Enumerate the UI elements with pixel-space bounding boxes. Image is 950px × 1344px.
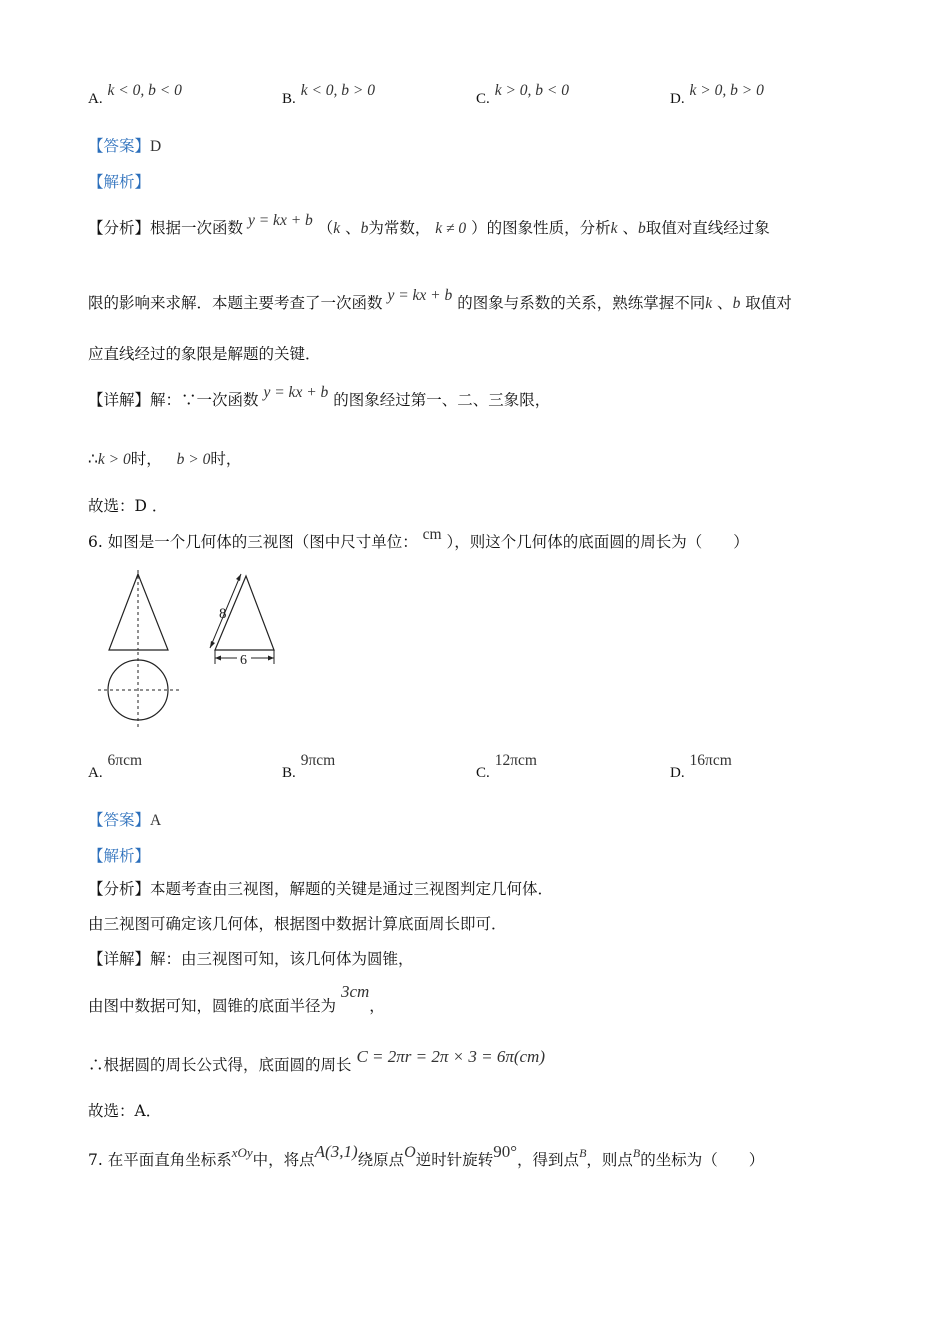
option-letter: A. (88, 765, 103, 781)
text: 、 (717, 294, 733, 312)
arrow-head (215, 656, 221, 661)
option-letter: B. (282, 765, 296, 781)
k-positive: k > 0 (97, 451, 131, 468)
text: 取值对直线经过象 (645, 219, 770, 237)
text: 本题考查由三视图，解题的关键是通过三视图判定几何体． (150, 880, 554, 898)
var-k: k (333, 220, 341, 237)
therefore-symbol: ∴ (88, 450, 98, 468)
text: 时， (130, 450, 162, 468)
text: 7. 在平面直角坐标系 (88, 1151, 232, 1169)
radius-value: 3cm (340, 982, 370, 1001)
k-not-zero: k ≠ 0 (435, 220, 467, 237)
text: 根据一次函数 (150, 219, 244, 237)
text: 限的影响来求解．本题主要考查了一次函数 (88, 294, 383, 312)
q6-stem (88, 526, 749, 553)
option-expr: 9πcm (300, 752, 336, 769)
text: 解：∵一次函数 (150, 391, 259, 409)
text: 逆时针旋转 (415, 1151, 494, 1169)
fenxi-tag: 【分析】 (88, 219, 151, 237)
circumference-equation: C = 2πr = 2π × 3 = 6π(cm) (356, 1047, 545, 1066)
option-letter: D. (670, 91, 685, 107)
slant-label: 8 (219, 606, 227, 622)
q5-detail-line-1 (88, 384, 551, 411)
q5-detail-line-2 (88, 449, 241, 470)
option-letter: A. (88, 91, 103, 107)
q5-fenxi-line-2 (88, 287, 792, 314)
q5-answer (88, 136, 161, 157)
equation: y = kx + b (263, 384, 329, 401)
option-letter: C. (476, 765, 490, 781)
equation: y = kx + b (247, 212, 313, 229)
option-letter: C. (476, 91, 490, 107)
q6-fenxi-line-1 (88, 879, 553, 899)
text: 绕原点 (357, 1151, 405, 1169)
option-expr: k > 0, b < 0 (494, 82, 570, 99)
text: 时， (210, 450, 242, 468)
var-b: b (360, 220, 369, 237)
q5-option-c[interactable] (476, 82, 570, 109)
answer-tag: 【答案】 (88, 811, 151, 829)
point-b: B (579, 1146, 587, 1160)
q6-option-a[interactable] (88, 752, 143, 783)
var-b: b (732, 295, 741, 312)
text: ），则这个几何体的底面圆的周长为（ ） (446, 533, 749, 551)
text: （ (317, 219, 334, 237)
side-view (210, 574, 274, 668)
q5-option-a[interactable] (88, 82, 182, 109)
base-label: 6 (240, 653, 247, 668)
option-expr: k < 0, b > 0 (300, 82, 376, 99)
option-expr: k < 0, b < 0 (107, 82, 182, 99)
text: ，得到点 (517, 1151, 580, 1169)
text: 中，将点 (252, 1151, 315, 1169)
var-k: k (705, 295, 713, 312)
answer-value: D (150, 138, 162, 155)
option-letter: B. (282, 91, 296, 107)
q6-detail-line-3 (88, 1047, 545, 1075)
answer-tag: 【答案】 (88, 137, 151, 155)
unit-cm: cm (422, 526, 442, 543)
equation: y = kx + b (387, 287, 453, 304)
text: 的坐标为（ ） (640, 1151, 765, 1169)
option-expr: 12πcm (494, 752, 537, 769)
arrow-head (236, 574, 241, 581)
detail-tag: 【详解】 (88, 391, 151, 409)
text: 解：由三视图可知，该几何体为圆锥， (150, 950, 414, 968)
q6-option-c[interactable] (476, 752, 537, 783)
text: 6. 如图是一个几何体的三视图（图中尺寸单位： (88, 533, 418, 551)
option-expr: 16πcm (689, 752, 732, 769)
top-view (98, 652, 180, 728)
three-view-diagram (95, 568, 295, 733)
var-b: b (637, 220, 646, 237)
fenxi-tag: 【分析】 (88, 880, 151, 898)
front-view (109, 570, 168, 650)
angle-90: 90° (493, 1142, 518, 1161)
q6-option-b[interactable] (282, 752, 336, 783)
q6-analysis-tag: 【解析】 (88, 847, 151, 865)
q5-analysis-tag: 【解析】 (88, 173, 151, 191)
text: 的图象与系数的关系，熟练掌握不同 (457, 294, 706, 312)
coord-system: xOy (231, 1145, 253, 1160)
text: 由图中数据可知，圆锥的底面半径为 (88, 997, 337, 1015)
q6-detail-line-2 (88, 982, 385, 1016)
text: 、 (622, 219, 638, 237)
answer-value: A (150, 812, 162, 829)
arrow-head (268, 656, 274, 661)
q5-fenxi-line-3: 应直线经过的象限是解题的关键． (88, 345, 321, 363)
q5-fenxi-line-1 (88, 212, 770, 239)
origin-o: O (404, 1144, 416, 1161)
q5-option-b[interactable] (282, 82, 376, 109)
arrow-head (210, 641, 215, 648)
q6-detail-line-1 (88, 949, 414, 969)
q6-fenxi-line-2: 由三视图可确定该几何体，根据图中数据计算底面周长即可． (88, 915, 507, 933)
var-k: k (610, 220, 618, 237)
text: ，则点 (586, 1151, 633, 1169)
text: 为常数， (368, 219, 431, 237)
option-expr: 6πcm (107, 752, 143, 769)
q6-option-d[interactable] (670, 752, 732, 783)
text: 取值对 (745, 294, 792, 312)
text: ）的图象性质，分析 (471, 219, 611, 237)
q7-stem (88, 1142, 765, 1171)
point-a: A(3,1) (314, 1142, 358, 1161)
option-letter: D. (670, 765, 685, 781)
option-expr: k > 0, b > 0 (689, 82, 764, 99)
detail-tag: 【详解】 (88, 950, 151, 968)
text: 的图象经过第一、二、三象限， (333, 391, 551, 409)
q5-choose: 故选：D ． (88, 497, 168, 515)
point-b: B (632, 1146, 641, 1160)
text: ， (369, 997, 385, 1015)
text: ∴根据圆的周长公式得，底面圆的周长 (88, 1056, 352, 1074)
q6-choose: 故选：A． (88, 1102, 162, 1120)
q5-option-d[interactable] (670, 82, 764, 109)
q6-answer (88, 810, 161, 831)
text: 、 (345, 219, 361, 237)
b-positive: b > 0 (176, 451, 211, 468)
